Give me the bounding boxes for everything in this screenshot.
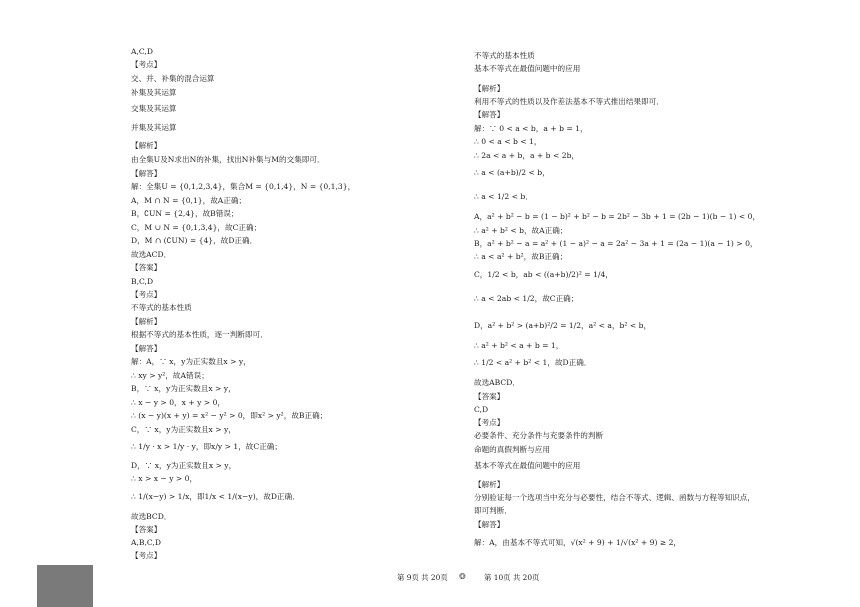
right-page-line: ∴ a < a² + b²，故B正确；: [474, 252, 568, 261]
right-page-line: ∴ a < (a+b)/2 < b，: [474, 168, 550, 177]
left-page-line: 由全集U及N求出N的补集，找出N补集与M的交集即可．: [131, 155, 325, 164]
right-page-line: ∴ a < 2ab < 1/2，故C正确；: [474, 294, 579, 303]
left-page-line: 【答案】: [131, 525, 162, 534]
scan-gray-block: [37, 565, 93, 607]
left-page-line: 解：全集U = {0,1,2,3,4}，集合M = {0,1,4}，N = {0,1,3}，: [131, 182, 356, 191]
right-page-line: ∴ a < 1/2 < b．: [474, 192, 533, 201]
right-page-line: ∴ a² + b² < a + b = 1，: [474, 341, 564, 350]
left-page-line: B,C,D: [131, 277, 154, 286]
left-page-line: D，∵ x，y为正实数且x > y，: [131, 461, 237, 470]
left-page-line: C，M ∪ N = {0,1,3,4}，故C正确；: [131, 223, 262, 232]
left-page-line: D，M ∩ (∁UN) = {4}，故D正确．: [131, 236, 258, 245]
left-page-line: A，M ∩ N = {0,1}，故A正确；: [131, 196, 247, 205]
left-page-line: 【答案】: [131, 263, 162, 272]
left-page-line: A,B,C,D: [131, 538, 161, 547]
right-page-line: C,D: [474, 405, 489, 414]
left-page-line: ∴ x − y > 0，x + y > 0，: [131, 398, 226, 407]
right-page-line: 必要条件、充分条件与充要条件的判断: [474, 431, 604, 440]
right-page-line: A，a² + b² − b = (1 − b)² + b² − b = 2b² − 3b + 1 = (2b − 1)(b − 1) < 0，: [474, 212, 761, 221]
left-page-line: 【考点】: [131, 290, 162, 299]
left-page-line: ∴ x > x − y > 0，: [131, 474, 198, 483]
right-page-line: ∴ a² + b² < b，故A正确；: [474, 226, 568, 235]
left-page-line: 【考点】: [131, 551, 162, 560]
right-page-line: 解：A，由基本不等式可知，√(x² + 9) + 1/√(x² + 9) ≥ 2，: [474, 538, 682, 547]
left-page-line: B，∵ x，y为正实数且x > y，: [131, 384, 236, 393]
page-number-right: 第 10页 共 20页: [484, 573, 540, 582]
right-page-line: 利用不等式的性质以及作差法基本不等式推出结果即可．: [474, 97, 664, 106]
right-page-line: 基本不等式在最值问题中的应用: [474, 64, 581, 73]
left-page-line: A,C,D: [131, 47, 153, 56]
right-page-line: C，1/2 < b，ab < ((a+b)/2)² = 1/4，: [474, 270, 613, 279]
right-page-line: 【考点】: [474, 418, 505, 427]
left-page-line: 【解析】: [131, 141, 162, 150]
left-page-line: 并集及其运算: [131, 123, 177, 132]
right-page-line: 不等式的基本性质: [474, 51, 535, 60]
left-page-line: 补集及其运算: [131, 88, 177, 97]
right-page-line: B，a² + b² − a = a² + (1 − a)² − a = 2a² − 3a + 1 = (2a − 1)(a − 1) > 0，: [474, 239, 758, 248]
right-page-line: 基本不等式在最值问题中的应用: [474, 461, 581, 470]
left-page-line: C，∵ x，y为正实数且x > y，: [131, 425, 236, 434]
right-page-line: 【解析】: [474, 480, 505, 489]
page-divider-icon: ❂: [459, 572, 466, 581]
left-page-line: ∴ 1/y · x > 1/y · y，即x/y > 1，故C正确；: [131, 442, 282, 451]
left-page-line: B，∁UN = {2,4}，故B错误；: [131, 209, 239, 218]
left-page-line: ∴ 1/(x−y) > 1/x，即1/x < 1/(x−y)，故D正确．: [131, 492, 300, 501]
left-page-line: 【解析】: [131, 317, 162, 326]
right-page-line: 【解析】: [474, 84, 505, 93]
left-page-line: 交集及其运算: [131, 104, 177, 113]
right-page-line: 分别验证每一个选项当中充分与必要性，结合不等式、逻辑、函数与方程等知识点，: [474, 493, 755, 502]
left-page-line: 【考点】: [131, 60, 162, 69]
left-page-line: ∴ xy > y²，故A错误；: [131, 371, 209, 380]
right-page-line: 即可判断．: [474, 506, 512, 515]
right-page-line: 【解答】: [474, 110, 505, 119]
right-page-line: 命题的真假判断与应用: [474, 445, 550, 454]
left-page-line: ∴ (x − y)(x + y) = x² − y² > 0，即x² > y²，故B正确；: [131, 411, 328, 420]
right-page-line: D，a² + b² > (a+b)²/2 = 1/2，a² < a，b² < b，: [474, 321, 652, 330]
right-page-line: ∴ 2a < a + b，a + b < 2b，: [474, 151, 580, 160]
right-page-line: 解：∵ 0 < a < b，a + b = 1，: [474, 124, 588, 133]
left-page-line: 【解答】: [131, 344, 162, 353]
right-page-line: 【解答】: [474, 520, 505, 529]
page-number-left: 第 9页 共 20页: [397, 573, 448, 582]
left-page-line: 根据不等式的基本性质，逐一判断即可．: [131, 330, 268, 339]
right-page-line: 【答案】: [474, 392, 505, 401]
left-page-line: 不等式的基本性质: [131, 303, 192, 312]
left-page-line: 【解答】: [131, 169, 162, 178]
left-page-line: 解：A，∵ x，y为正实数且x > y，: [131, 357, 251, 366]
right-page-line: ∴ 1/2 < a² + b² < 1，故D正确．: [474, 358, 592, 367]
left-page-line: 交、并、补集的混合运算: [131, 74, 215, 83]
right-page-line: 故选ABCD．: [474, 378, 520, 387]
left-page-line: 故选ACD．: [131, 250, 172, 259]
right-page-line: ∴ 0 < a < b < 1，: [474, 137, 542, 146]
left-page-line: 故选BCD．: [131, 512, 172, 521]
